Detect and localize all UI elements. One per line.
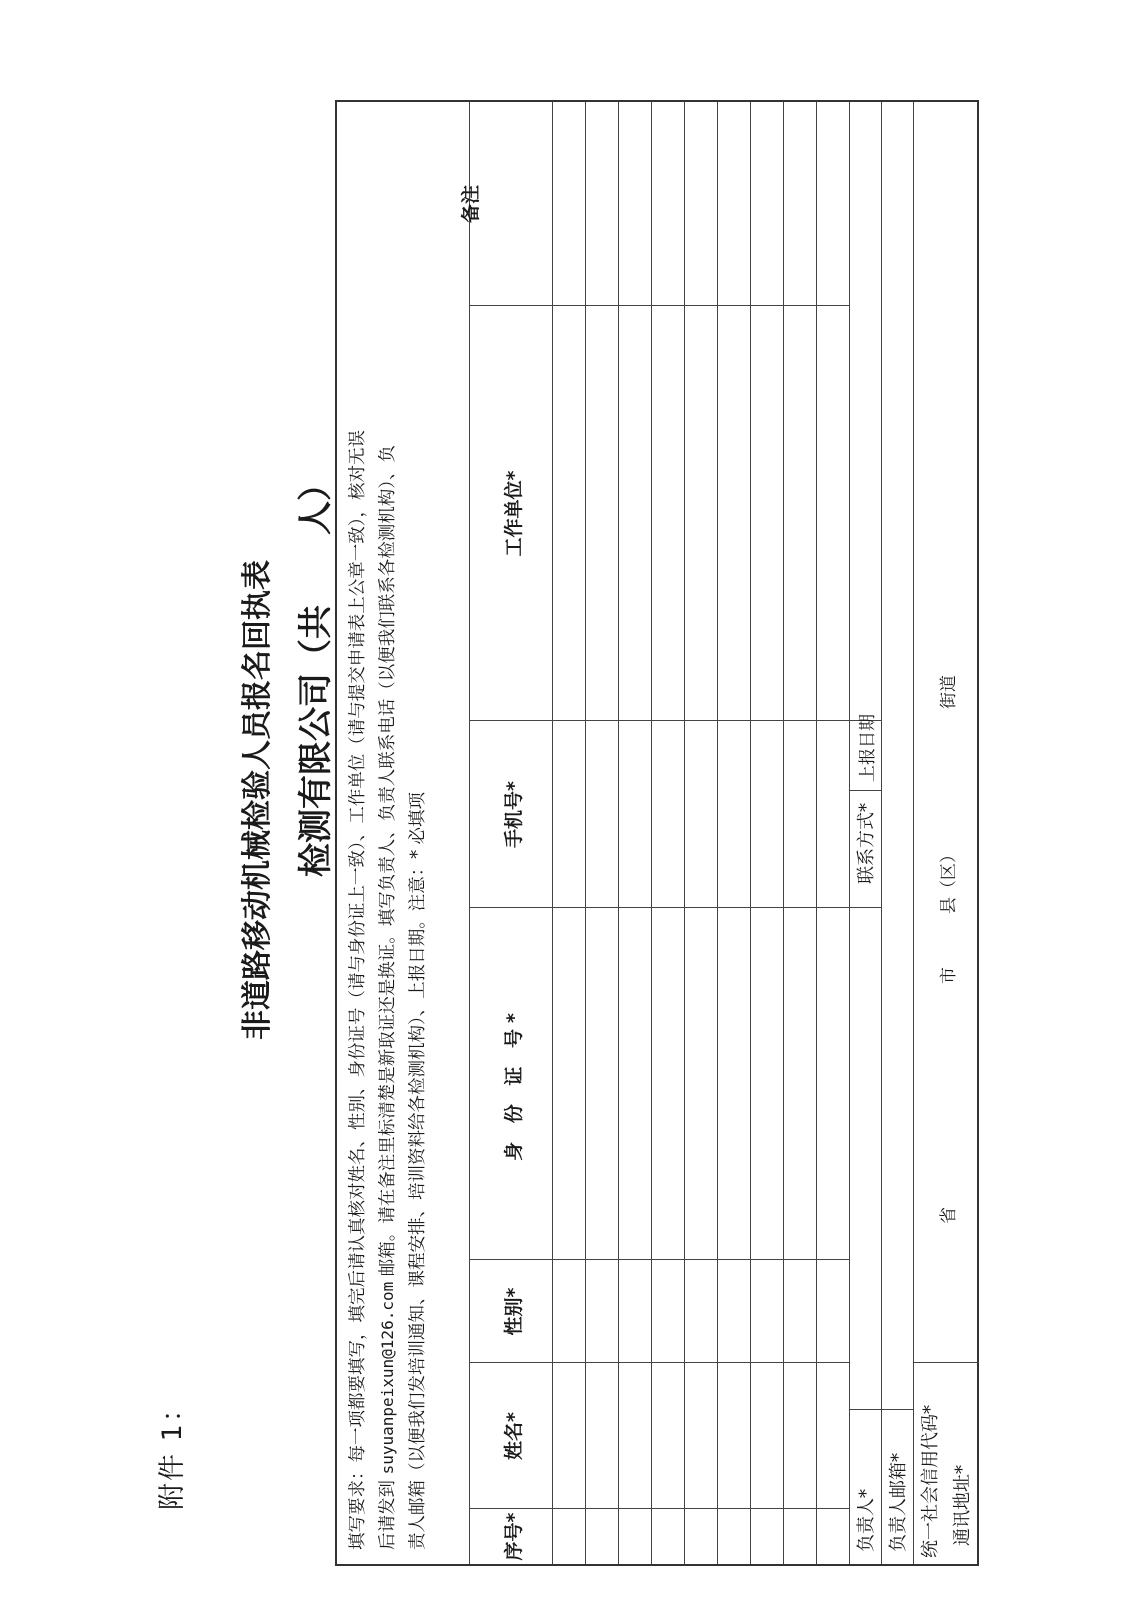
row-divider xyxy=(816,102,817,1564)
col-header-gender: 性别* xyxy=(502,1287,525,1336)
instructions-line-2a: 后请发到 xyxy=(378,1480,398,1550)
col-header-remarks: 备注 xyxy=(460,185,482,224)
row-divider xyxy=(585,102,586,1564)
col-header-employer: 工作单位* xyxy=(502,470,525,557)
footer-divider xyxy=(849,790,881,791)
submission-email: suyuanpeixun@126.com xyxy=(378,1281,397,1475)
row-divider xyxy=(469,102,470,1564)
responsible-email-label: 负责人邮箱* xyxy=(888,1453,909,1552)
contact-label: 联系方式* xyxy=(856,803,877,884)
row-divider xyxy=(684,102,685,1564)
row-divider xyxy=(783,102,784,1564)
instructions-line-3: 责人邮箱（以便我们发培训通知、课程安排、培训资料给各检测机构）、上报日期。注意：* 必填项 xyxy=(408,791,428,1550)
col-header-name: 姓名* xyxy=(502,1412,525,1460)
company-line xyxy=(288,0,337,1600)
company-suffix: 检测有限公司 xyxy=(296,673,336,877)
count-suffix: 人） xyxy=(296,467,336,535)
attachment-label: 附件 1： xyxy=(157,1393,188,1510)
responsible-person-label: 负责人* xyxy=(856,1489,877,1552)
address-label: 通讯地址* xyxy=(952,1465,973,1546)
instructions-line-2b: 邮箱。请在备注里标清楚是新取证还是换证。填写负责人、负责人联系电话（以便我们联系各检测机构）、负 xyxy=(378,444,398,1277)
footer-divider xyxy=(849,907,881,908)
credit-code-label: 统一社会信用代码* xyxy=(920,1405,941,1558)
fill-instructions xyxy=(343,110,433,1550)
footer-divider xyxy=(913,1362,979,1363)
company-name-blank[interactable] xyxy=(305,883,337,1133)
row-divider xyxy=(618,102,619,1564)
row-divider xyxy=(651,102,652,1564)
col-header-index: 序号* xyxy=(502,1512,525,1561)
col-header-id-number: 身 份 证 号* xyxy=(502,1007,525,1161)
form-title: 非道路移动机械检验人员报名回执表 xyxy=(240,560,275,1040)
registration-table xyxy=(335,100,979,1566)
footer-divider xyxy=(881,1409,913,1410)
instructions-line-1: 填写要求：每一项都要填写，填完后请认真核对姓名、性别、身份证号（请与身份证上一致）、工作单位（请与提交申请表上公章一致），核对无误 xyxy=(348,430,368,1550)
row-divider xyxy=(913,102,914,1564)
col-header-phone: 手机号* xyxy=(502,781,525,848)
address-province: 省 xyxy=(939,1207,959,1224)
footer-divider xyxy=(849,1409,881,1410)
address-county: 县（区） xyxy=(939,846,959,914)
report-date-label: 上报日期 xyxy=(857,714,878,782)
row-divider xyxy=(717,102,718,1564)
row-divider xyxy=(750,102,751,1564)
row-divider xyxy=(881,102,882,1564)
address-street: 街道 xyxy=(939,675,959,709)
address-city: 市 xyxy=(939,967,959,984)
row-divider xyxy=(552,102,553,1564)
count-prefix: （共 xyxy=(296,605,336,673)
